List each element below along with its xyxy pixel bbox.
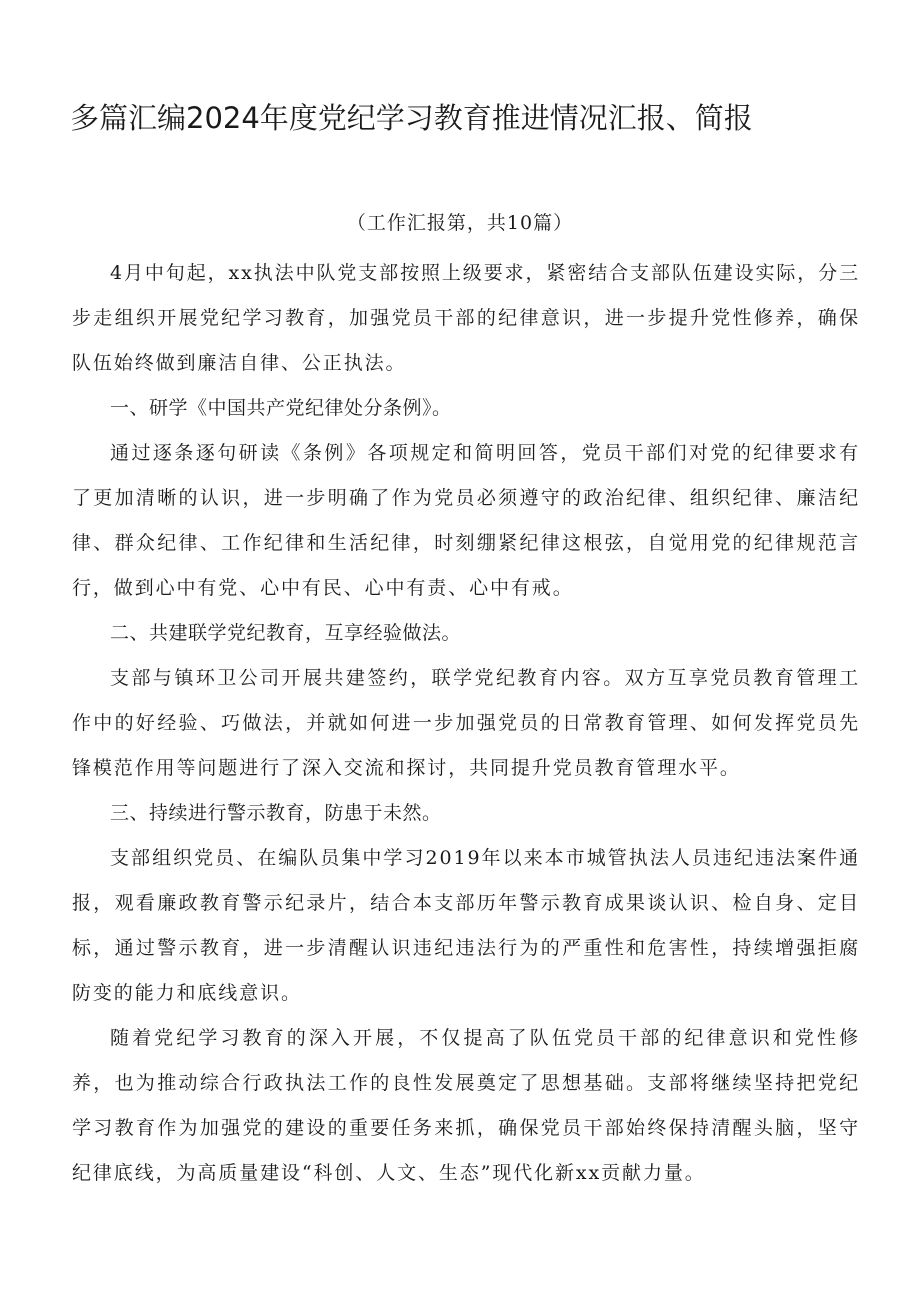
section-heading-3: 三、持续进行警示教育，防患于未然。 (110, 802, 442, 824)
conclusion-paragraph: 随着党纪学习教育的深入开展，不仅提高了队伍党员干部的纪律意识和党性修养，也为推动综合行政执法工作的良性发展奠定了思想基础。支部将继续坚持把党纪学习教育作为加强党的建设的重要任务来抓，确保党员干部始终保持清醒头脑，坚守纪律底线，为高质量建设“科创、人文、生态”现代化新xx贡献力量。 (72, 1027, 860, 1184)
document-body (72, 251, 860, 1196)
section-body-3: 支部组织党员、在编队员集中学习2019年以来本市城管执法人员违纪违法案件通报，观看廉政教育警示纪录片，结合本支部历年警示教育成果谈认识、检自身、定目标，通过警示教育，进一步清醒认识违纪违法行为的严重性和危害性，持续增强拒腐防变的能力和底线意识。 (72, 847, 860, 1004)
intro-paragraph: 4月中旬起，xx执法中队党支部按照上级要求，紧密结合支部队伍建设实际，分三步走组织开展党纪学习教育，加强党员干部的纪律意识，进一步提升党性修养，确保队伍始终做到廉洁自律、公正执法。 (72, 262, 860, 374)
section-heading-2: 二、共建联学党纪教育，互享经验做法。 (110, 622, 462, 644)
section-body-1: 通过逐条逐句研读《条例》各项规定和简明回答，党员干部们对党的纪律要求有了更加清晰的认识，进一步明确了作为党员必须遵守的政治纪律、组织纪律、廉洁纪律、群众纪律、工作纪律和生活纪律，时刻绷紧纪律这根弦，自觉用党的纪律规范言行，做到心中有党、心中有民、心中有责、心中有戒。 (72, 442, 860, 599)
document-title: 多篇汇编2024年度党纪学习教育推进情况汇报、简报 (70, 101, 753, 135)
document-subtitle: （工作汇报第，共10篇） (346, 212, 574, 234)
section-heading-1: 一、研学《中国共产党纪律处分条例》。 (110, 397, 452, 419)
section-body-2: 支部与镇环卫公司开展共建签约，联学党纪教育内容。双方互享党员教育管理工作中的好经验、巧做法，并就如何进一步加强党员的日常教育管理、如何发挥党员先锋模范作用等问题进行了深入交流和探讨，共同提升党员教育管理水平。 (72, 667, 860, 779)
